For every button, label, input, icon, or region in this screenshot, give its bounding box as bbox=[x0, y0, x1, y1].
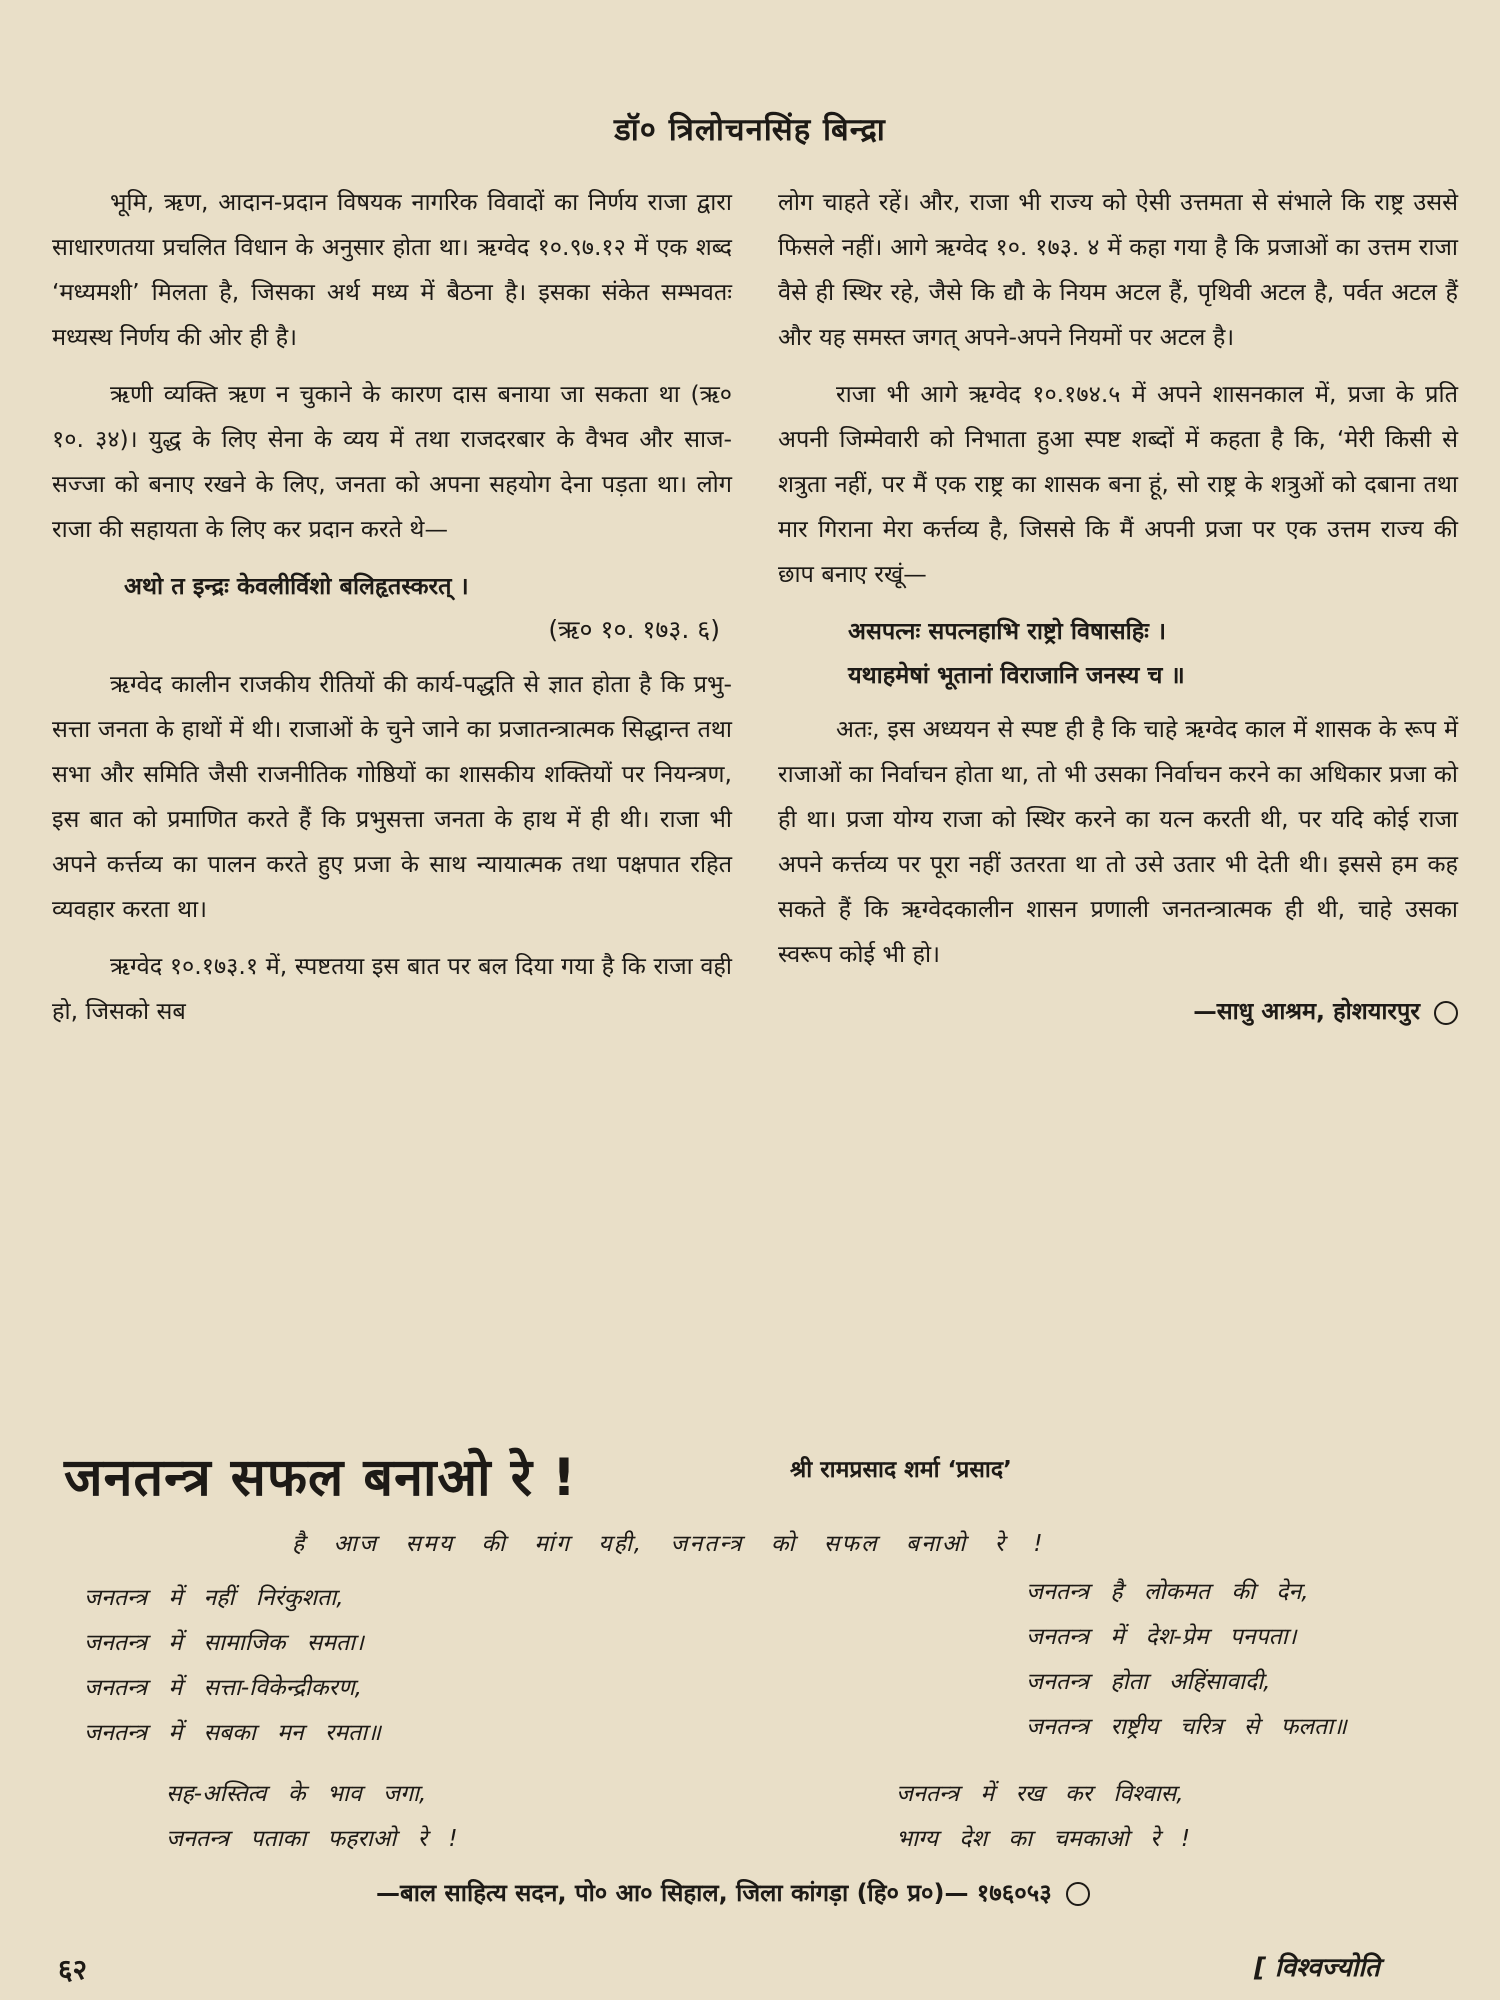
poem-line: भाग्य देश का चमकाओ रे ! bbox=[896, 1826, 1191, 1852]
poem-line: सह-अस्तित्व के भाव जगा, bbox=[166, 1781, 427, 1807]
poem-line: जनतन्त्र होता अहिंसावादी, bbox=[1026, 1669, 1271, 1695]
poem-stanza-2 bbox=[1026, 1570, 1347, 1750]
poem-intro-line: है आज समय की मांग यही, जनतन्त्र को सफल बनाओ रे ! bbox=[292, 1531, 1045, 1557]
article-right-column bbox=[778, 180, 1458, 1034]
poem-line: जनतन्त्र में नहीं निरंकुशता, bbox=[84, 1585, 344, 1611]
poem-line: जनतन्त्र में सामाजिक समता। bbox=[84, 1630, 364, 1656]
paragraph: ऋणी व्यक्ति ऋण न चुकाने के कारण दास बनाया जा सकता था (ऋ० १०. ३४)। युद्ध के लिए सेना के व्यय में तथा राजदरबार के वैभव और साज-सज्जा को बनाए रखने के लिए, जनता को अपना सहयोग देना पड़ता था। लोग राजा की सहायता के लिए कर प्रदान करते थे— bbox=[52, 380, 732, 543]
poem-line: जनतन्त्र में रख कर विश्वास, bbox=[896, 1781, 1184, 1807]
poem-line: जनतन्त्र पताका फहराओ रे ! bbox=[166, 1826, 458, 1852]
article-author: डॉ० त्रिलोचनसिंह बिन्द्रा bbox=[614, 112, 886, 148]
verse-line: यथाहमेषां भूतानां विराजानि जनस्य च ॥ bbox=[848, 661, 1185, 689]
paragraph: ऋग्वेद १०.१७३.१ में, स्पष्टतया इस बात पर बल दिया गया है कि राजा वही हो, जिसको सब bbox=[52, 952, 732, 1025]
poet-address bbox=[376, 1876, 1090, 1909]
poem-title: जनतन्त्र सफल बनाओ रे ! bbox=[64, 1448, 577, 1508]
signature-text: —साधु आश्रम, होशयारपुर bbox=[1193, 997, 1420, 1025]
paragraph: लोग चाहते रहें। और, राजा भी राज्य को ऐसी उत्तमता से संभाले कि राष्ट्र उससे फिसले नहीं। आगे ऋग्वेद १०. १७३. ४ में कहा गया है कि प्रजाओं का उत्तम राजा वैसे ही स्थिर रहे, जैसे कि द्यौ के नियम अटल हैं, पृथिवी अटल है, पर्वत अटल हैं और यह समस्त जगत् अपने-अपने नियमों पर अटल है। bbox=[778, 188, 1458, 351]
poem-line: जनतन्त्र राष्ट्रीय चरित्र से फलता॥ bbox=[1026, 1714, 1347, 1740]
verse-line: असपत्नः सपत्नहाभि राष्ट्रो विषासहिः । bbox=[848, 617, 1167, 645]
article-signature bbox=[778, 989, 1458, 1034]
verse-line: अथो त इन्द्रः केवलीर्विशो बलिहृतस्करत् । bbox=[124, 572, 469, 600]
vedic-verse bbox=[778, 609, 1458, 697]
verse-reference: (ऋ० १०. १७३. ६) bbox=[548, 615, 720, 644]
poem-line: जनतन्त्र में सबका मन रमता॥ bbox=[84, 1720, 381, 1746]
poem-stanza-3 bbox=[166, 1772, 458, 1862]
page-number: ६२ bbox=[58, 1953, 88, 1986]
magazine-name: [ विश्वज्योति bbox=[1254, 1953, 1380, 1983]
paragraph: भूमि, ऋण, आदान-प्रदान विषयक नागरिक विवादों का निर्णय राजा द्वारा साधारणतया प्रचलित विधान के अनुसार होता था। ऋग्वेद १०.९७.१२ में एक शब्द ‘मध्यमशी’ मिलता है, जिसका अर्थ मध्य में बैठना है। इसका संकेत सम्भवतः मध्यस्थ निर्णय की ओर ही है। bbox=[52, 188, 732, 351]
end-circle-icon bbox=[1066, 1882, 1090, 1906]
poem-line: जनतन्त्र में सत्ता-विकेन्द्रीकरण, bbox=[84, 1675, 362, 1701]
paragraph: राजा भी आगे ऋग्वेद १०.१७४.५ में अपने शासनकाल में, प्रजा के प्रति अपनी जिम्मेवारी को निभाता हुआ स्पष्ट शब्दों में कहता है कि, ‘मेरी किसी से शत्रुता नहीं, पर मैं एक राष्ट्र का शासक बना हूं, सो राष्ट्र के शत्रुओं को दबाना तथा मार गिराना मेरा कर्त्तव्य है, जिससे कि मैं अपनी प्रजा पर एक उत्तम राज्य की छाप बनाए रखूं— bbox=[778, 380, 1458, 588]
poem-author: श्री रामप्रसाद शर्मा ‘प्रसाद’ bbox=[790, 1457, 1012, 1483]
paragraph: ऋग्वेद कालीन राजकीय रीतियों की कार्य-पद्धति से ज्ञात होता है कि प्रभु-सत्ता जनता के हाथों में थी। राजाओं के चुने जाने का प्रजातन्त्रात्मक सिद्धान्त तथा सभा और समिति जैसी राजनीतिक गोष्ठियों का शासकीय शक्तियों पर नियन्त्रण, इस बात को प्रमाणित करते हैं कि प्रभुसत्ता जनता के हाथ में ही थी। राजा भी अपने कर्त्तव्य का पालन करते हुए प्रजा के साथ न्यायात्मक तथा पक्षपात रहित व्यवहार करता था। bbox=[52, 670, 732, 923]
end-circle-icon bbox=[1434, 1001, 1458, 1025]
article-left-column bbox=[52, 180, 732, 1046]
poem-line: जनतन्त्र में देश-प्रेम पनपता। bbox=[1026, 1624, 1297, 1650]
address-text: —बाल साहित्य सदन, पो० आ० सिहाल, जिला कांगड़ा (हि० प्र०)— १७६०५३ bbox=[376, 1879, 1052, 1907]
poem-stanza-4 bbox=[896, 1772, 1190, 1862]
paragraph: अतः, इस अध्ययन से स्पष्ट ही है कि चाहे ऋग्वेद काल में शासक के रूप में राजाओं का निर्वाचन होता था, तो भी उसका निर्वाचन करने का अधिकार प्रजा को ही था। प्रजा योग्य राजा को स्थिर करने का यत्न करती थी, पर यदि कोई राजा अपने कर्त्तव्य पर पूरा नहीं उतरता था तो उसे उतार भी देती थी। इससे हम कह सकते हैं कि ऋग्वेदकालीन शासन प्रणाली जनतन्त्रात्मक ही थी, चाहे उसका स्वरूप कोई भी हो। bbox=[778, 715, 1458, 968]
poem-line: जनतन्त्र है लोकमत की देन, bbox=[1026, 1579, 1309, 1605]
poem-stanza-1 bbox=[84, 1576, 381, 1756]
vedic-verse bbox=[52, 564, 732, 652]
